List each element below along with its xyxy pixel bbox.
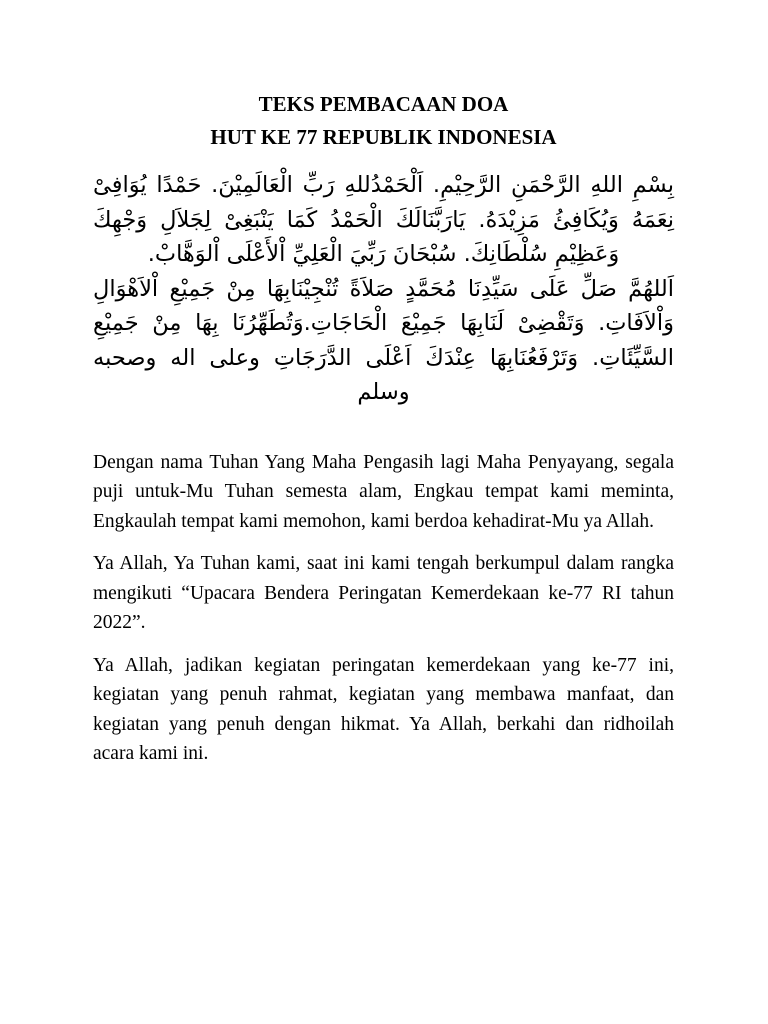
paragraph-blessing: Ya Allah, jadikan kegiatan peringatan kemerdekaan yang ke-77 ini, kegiatan yang penuh rahmat, kegiatan yang membawa manfaat, dan kegiatan yang penuh dengan hikmat. Ya Allah, berkahi dan ridhoilah acara kami ini.	[93, 654, 674, 764]
arabic-prayer	[93, 168, 674, 410]
arabic-paragraph-basmalah: بِسْمِ اللهِ الرَّحْمَنِ الرَّحِيْمِ. اَلْحَمْدُللهِ رَبِّ الْعَالَمِيْنَ. حَمْدًا يُوَافِىْ نِعَمَهُ وَيُكَافِئُ مَزِيْدَهُ. يَارَبَّنَالَكَ الْحَمْدُ كَمَا يَنْبَغِىْ لِجَلاَلِ وَجْهِكَ وَعَظِيْمِ سُلْطَانِكَ. سُبْحَانَ رَبِّيَ الْعَلِيِّ اْلأَعْلَى اْلوَهَّابْ.	[93, 172, 674, 267]
title-line-2: HUT KE 77 REPUBLIK INDONESIA	[210, 125, 557, 149]
arabic-paragraph-shalawat: اَللهُمَّ صَلِّ عَلَى سَيِّدِنَا مُحَمَّدٍ صَلاَةً تُنْجِيْنَابِهَا مِنْ جَمِيْعِ اْلاَهْوَالِ وَاْلاَفَاتِ. وَتَقْضِىْ لَنَابِهَا جَمِيْعَ الْحَاجَاتِ.وَتُطَهِّرُنَا بِهَا مِنْ جَمِيْعِ السَّيِّئَاتِ. وَتَرْفَعُنَابِهَا عِنْدَكَ اَعْلَى الدَّرَجَاتِ وعلى اله وصحبه وسلم	[93, 275, 674, 405]
title-line-1: TEKS PEMBACAAN DOA	[258, 92, 509, 116]
paragraph-opening: Dengan nama Tuhan Yang Maha Pengasih lagi Maha Penyayang, segala puji untuk-Mu Tuhan semesta alam, Engkau tempat kami meminta, Engkaulah tempat kami memohon, kami berdoa kehadirat-Mu ya Allah.	[93, 451, 674, 532]
document-title	[93, 88, 674, 154]
paragraph-gathering: Ya Allah, Ya Tuhan kami, saat ini kami tengah berkumpul dalam rangka mengikuti “Upacara Bendera Peringatan Kemerdekaan ke-77 RI tahun 2022”.	[93, 553, 674, 633]
prayer-translation	[93, 448, 674, 769]
document-page	[93, 88, 674, 782]
